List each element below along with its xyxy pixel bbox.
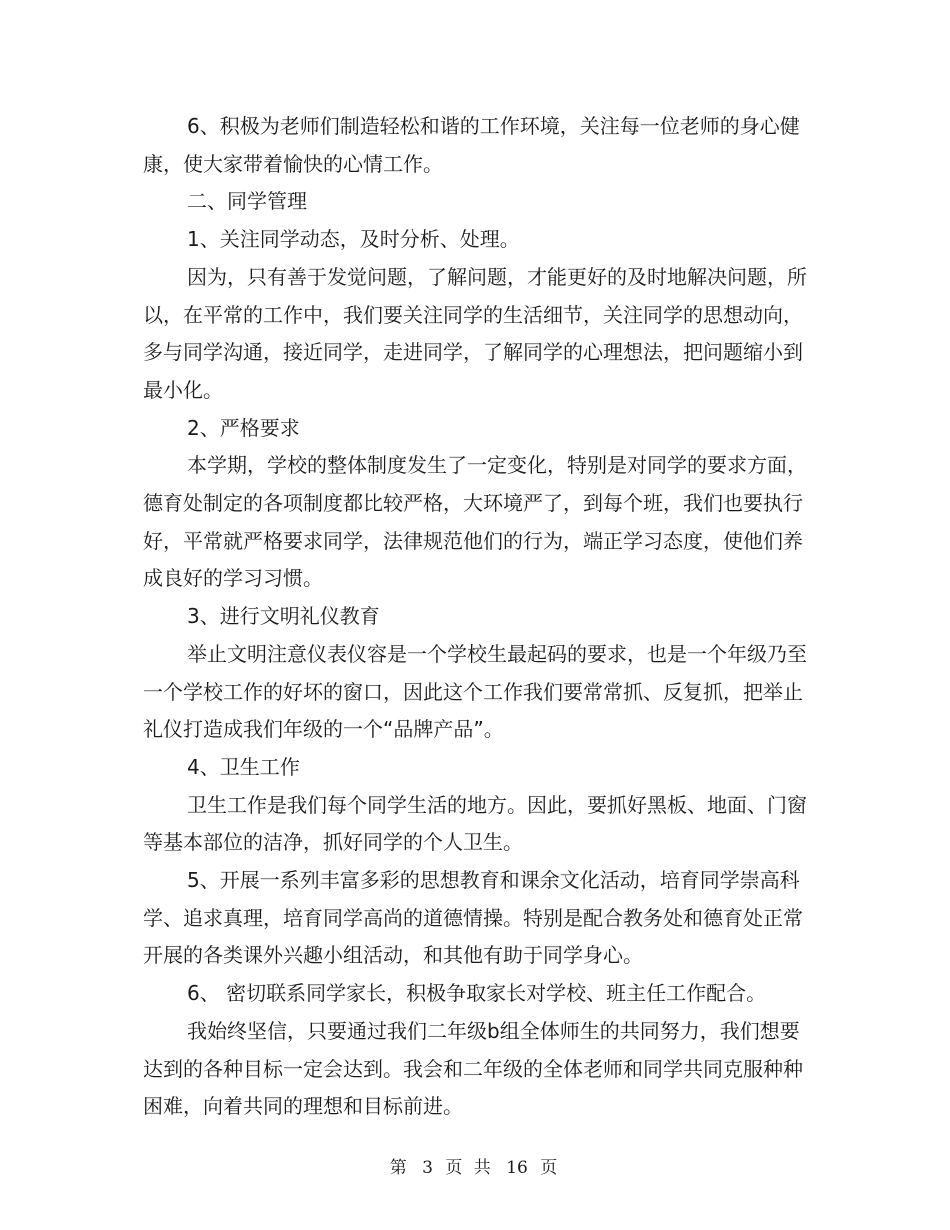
total-pages-number: 16 bbox=[506, 1158, 528, 1178]
page-footer bbox=[0, 1153, 950, 1178]
paragraph-teacher-environment: 6、积极为老师们制造轻松和谐的工作环境，关注每一位老师的身心健康，使大家带着愉快的心情工作。 bbox=[143, 114, 800, 176]
item-heading-student-dynamics: 1、关注同学动态，及时分析、处理。 bbox=[187, 227, 520, 252]
footer-middle: 页 共 bbox=[445, 1158, 494, 1178]
footer-suffix: 页 bbox=[540, 1158, 561, 1178]
item-heading-hygiene: 4、卫生工作 bbox=[187, 754, 300, 779]
item-cultural-activities: 5、开展一系列丰富多彩的思想教育和课余文化活动，培育同学崇高科学、追求真理，培育同学高尚的道德情操。特别是配合教务处和德育处正常开展的各类课外兴趣小组活动，和其他有助于同学身心。 bbox=[143, 868, 803, 968]
document-body bbox=[143, 108, 815, 1126]
paragraph-hygiene: 卫生工作是我们每个同学生活的地方。因此，要抓好黑板、地面、门窗等基本部位的洁净，抓好同学的个人卫生。 bbox=[143, 792, 807, 855]
section-heading-student-management: 二、同学管理 bbox=[187, 189, 307, 214]
current-page-number: 3 bbox=[422, 1158, 433, 1178]
item-heading-etiquette-education: 3、进行文明礼仪教育 bbox=[187, 604, 380, 629]
item-heading-strict-requirements: 2、严格要求 bbox=[187, 415, 300, 440]
paragraph-conclusion: 我始终坚信，只要通过我们二年级b组全体师生的共同努力，我们想要达到的各种目标一定会达到。我会和二年级的全体老师和同学共同克服种种困难，向着共同的理想和目标前进。 bbox=[143, 1018, 803, 1119]
paragraph-student-dynamics: 因为，只有善于发觉问题，了解问题，才能更好的及时地解决问题，所以，在平常的工作中，我们要关注同学的生活细节，关注同学的思想动向，多与同学沟通，接近同学，走进同学，了解同学的心理想法，把问题缩小到最小化。 bbox=[143, 264, 807, 402]
item-parent-contact: 6、 密切联系同学家长，积极争取家长对学校、班主任工作配合。 bbox=[187, 981, 767, 1006]
paragraph-strict-requirements: 本学期，学校的整体制度发生了一定变化，特别是对同学的要求方面，德育处制定的各项制度都比较严格，大环境严了，到每个班，我们也要执行好，平常就严格要求同学，法律规范他们的行为，端正学习态度，使他们养成良好的学习习惯。 bbox=[143, 453, 807, 591]
paragraph-etiquette-education: 举止文明注意仪表仪容是一个学校生最起码的要求，也是一个年级乃至一个学校工作的好坏的窗口，因此这个工作我们要常常抓、反复抓，把举止礼仪打造成我们年级的一个“品牌产品”。 bbox=[143, 641, 807, 742]
footer-prefix: 第 bbox=[389, 1158, 410, 1178]
